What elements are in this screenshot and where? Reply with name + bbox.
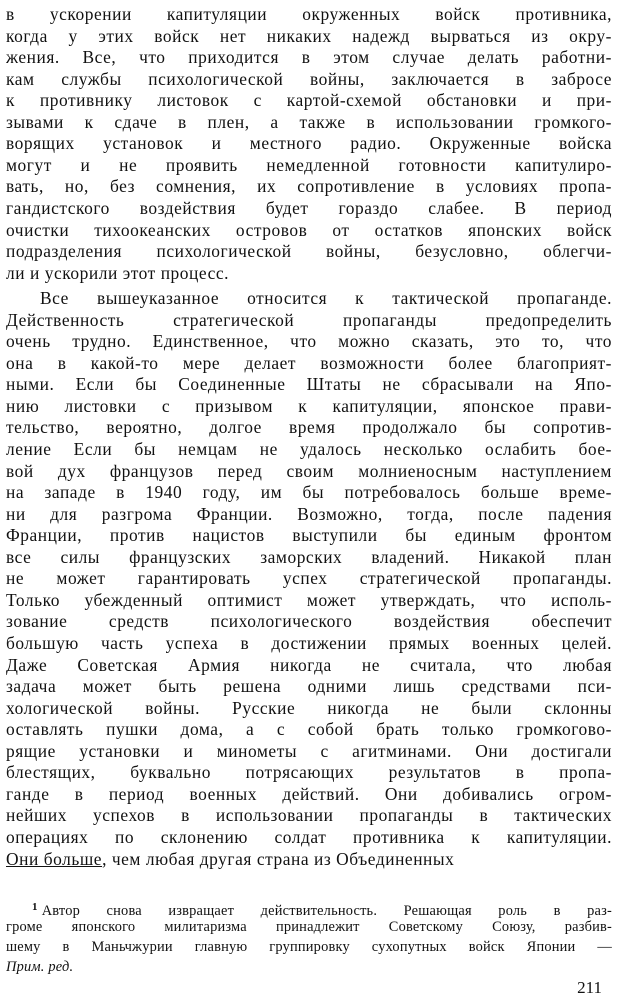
text-line: на западе в 1940 году, им бы потребовалось больше време-: [6, 482, 612, 503]
text-line: Франции, против нацистов выступили бы единым фронтом: [6, 525, 612, 546]
text-line: подразделения психологической войны, безусловно, облегчи-: [6, 241, 612, 262]
text-line: зывами к сдаче в плен, а также в использовании громкого-: [6, 111, 612, 132]
text-line: задача может быть решена одними лишь средствами пси-: [6, 676, 612, 697]
text-line: операциях по склонению солдат противника к капитуляции.: [6, 826, 612, 847]
page-number: 211: [577, 978, 602, 997]
text-line: ление Если бы немцам не удалось несколько ослабить бое-: [6, 439, 612, 459]
text-line: гандистского воздействия будет гораздо слабее. В период: [6, 198, 612, 218]
text-line: ворящих установок и местного радио. Окруженные войска: [6, 133, 612, 154]
text-line: очень трудно. Единственное, что можно сказать, это то, что: [6, 331, 612, 352]
text-line: большую часть успеха в достижении прямых военных целей.: [6, 633, 612, 653]
text-line: Только убежденный оптимист может утверждать, что исполь-: [6, 589, 612, 610]
text-line: Действенность стратегической пропаганды предопределить: [6, 309, 612, 330]
text-line: кам службы психологической войны, заключается в забросе: [6, 68, 612, 89]
text-line: хологической войны. Русские никогда не были склонны: [6, 697, 612, 718]
footnote-line: $^1$ Автор снова извращает действительность. Решающая роль в раз-: [32, 901, 612, 919]
text-line: вать, но, без сомнения, их сопротивление в условиях пропа-: [6, 176, 612, 197]
text-line: могут и не проявить немедленной готовности капитулиро-: [6, 154, 612, 175]
text-line: ли и ускорили этот процесс.: [6, 262, 230, 283]
text-line: нейших успехов в использовании пропаганды в тактических: [6, 805, 612, 826]
footnote-line: шему в Маньчжурии главную группировку сухопутных войск Японии —: [6, 939, 612, 955]
text-line: тельство, вероятно, долгое время продолжало бы сопротив-: [6, 417, 612, 438]
text-line: Они больше, чем любая другая страна из Объединенных: [6, 848, 455, 869]
footnote-marker: 1: [32, 901, 38, 913]
text-line: когда у этих войск нет никаких надежд вырваться из окру-: [6, 25, 612, 46]
text-line: жения. Все, что приходится в этом случае делать работни-: [6, 47, 612, 68]
text-line: зование средств психологического воздействия обеспечит: [6, 611, 612, 632]
footnote-line: громе японского милитаризма принадлежит Советскому Союзу, разбив-: [6, 919, 612, 935]
text-line: к противнику листовок с картой-схемой обстановки и при-: [6, 90, 612, 111]
text-line: блестящих, буквально потрясающих результатов в пропа-: [6, 762, 612, 783]
text-line: Даже Советская Армия никогда не считала, что любая: [6, 654, 612, 675]
text-line: очистки тихоокеанских островов от остатков японских войск: [6, 219, 612, 240]
text-line: вой дух французов перед своим молниеносным наступлением: [6, 460, 612, 481]
text-line: не может гарантировать успех стратегической пропаганды.: [6, 568, 612, 589]
text-line: рящие установки и минометы с агитминами. Они достигали: [6, 740, 612, 761]
text-line: нию листовки с призывом к капитуляции, японское прави-: [6, 395, 612, 416]
text-line: она в какой-то мере делает возможности более благоприят-: [6, 352, 612, 373]
text-line: оставлять пушки дома, а с собой брать только громкогово-: [6, 719, 612, 740]
text-line: ни для разгрома Франции. Возможно, тогда, после падения: [6, 503, 612, 524]
text-line: ными. Если бы Соединенные Штаты не сбрасывали на Япо-: [6, 374, 612, 395]
text-line: Все вышеуказанное относится к тактической пропаганде.: [40, 288, 612, 309]
text-line: ганде в период военных действий. Они добивались огром-: [6, 783, 612, 804]
text-line: в ускорении капитуляции окруженных войск противника,: [6, 4, 612, 24]
footnote-line: Прим. ред.: [6, 959, 74, 975]
text-line: все силы французских заморских владений. Никакой план: [6, 546, 612, 567]
